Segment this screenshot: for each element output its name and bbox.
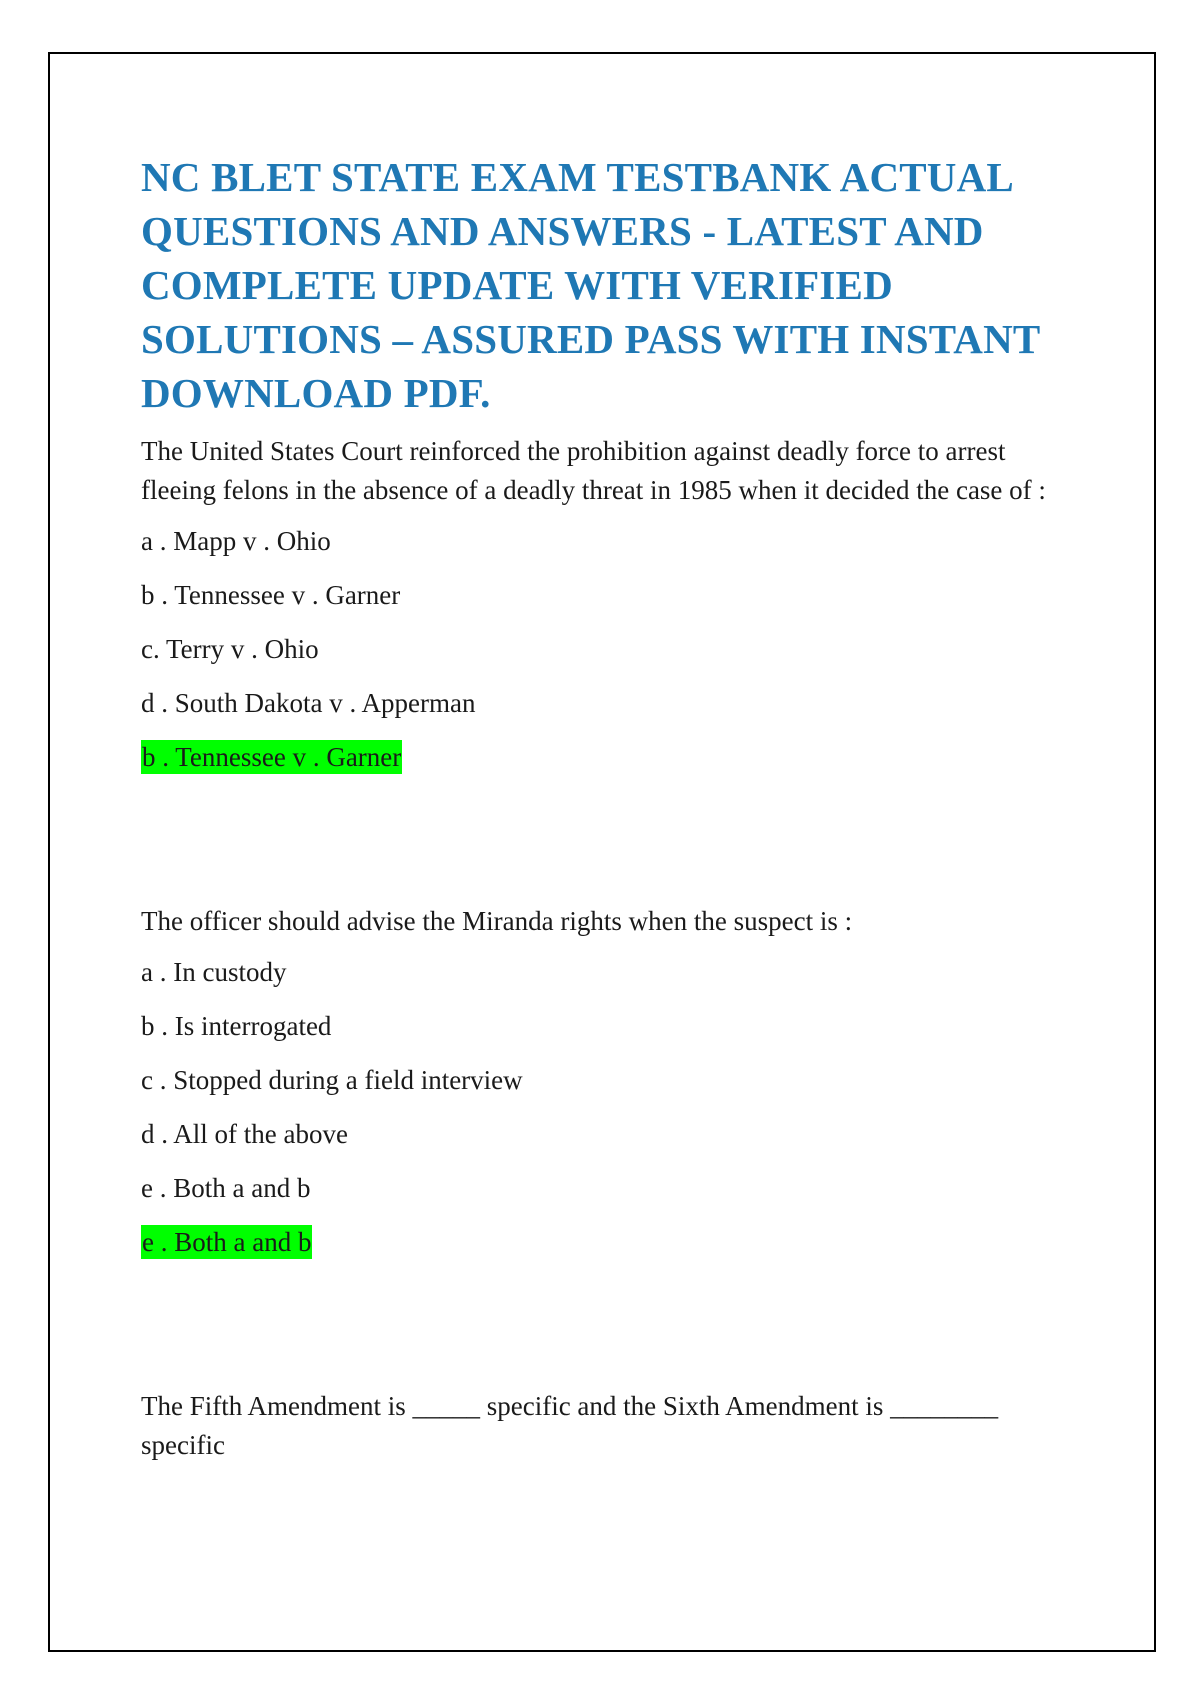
option-d: d . South Dakota v . Apperman bbox=[141, 688, 476, 718]
option-b: b . Tennessee v . Garner bbox=[141, 580, 401, 610]
question-block-1 bbox=[141, 432, 1071, 774]
option-e: e . Both a and b bbox=[141, 1173, 311, 1203]
document-title: NC BLET STATE EXAM TESTBANK ACTUAL QUESTIONS AND ANSWERS - LATEST AND COMPLETE UPDATE WITH VERIFIED SOLUTIONS – ASSURED PASS WITH INSTANT DOWNLOAD PDF. bbox=[141, 154, 1040, 416]
option-a: a . In custody bbox=[141, 957, 287, 987]
question-block-3 bbox=[141, 1387, 1071, 1465]
option-list bbox=[141, 955, 1071, 1205]
question-text: The officer should advise the Miranda rights when the suspect is : bbox=[141, 906, 853, 936]
option-b: b . Is interrogated bbox=[141, 1011, 332, 1041]
question-text: The Fifth Amendment is _____ specific and the Sixth Amendment is ________ specific bbox=[141, 1391, 999, 1460]
option-c: c . Stopped during a field interview bbox=[141, 1065, 523, 1095]
option-d: d . All of the above bbox=[141, 1119, 348, 1149]
highlighted-answer: b . Tennessee v . Garner bbox=[142, 742, 402, 772]
question-block-2 bbox=[141, 902, 1071, 1259]
question-text: The United States Court reinforced the prohibition against deadly force to arrest fleeing felons in the absence of a deadly threat in 1985 when it decided the case of : bbox=[141, 436, 1046, 505]
option-a: a . Mapp v . Ohio bbox=[141, 526, 331, 556]
document-content bbox=[141, 150, 1071, 1465]
option-list bbox=[141, 524, 1071, 720]
option-c: c. Terry v . Ohio bbox=[141, 634, 319, 664]
highlighted-answer: e . Both a and b bbox=[142, 1227, 312, 1257]
